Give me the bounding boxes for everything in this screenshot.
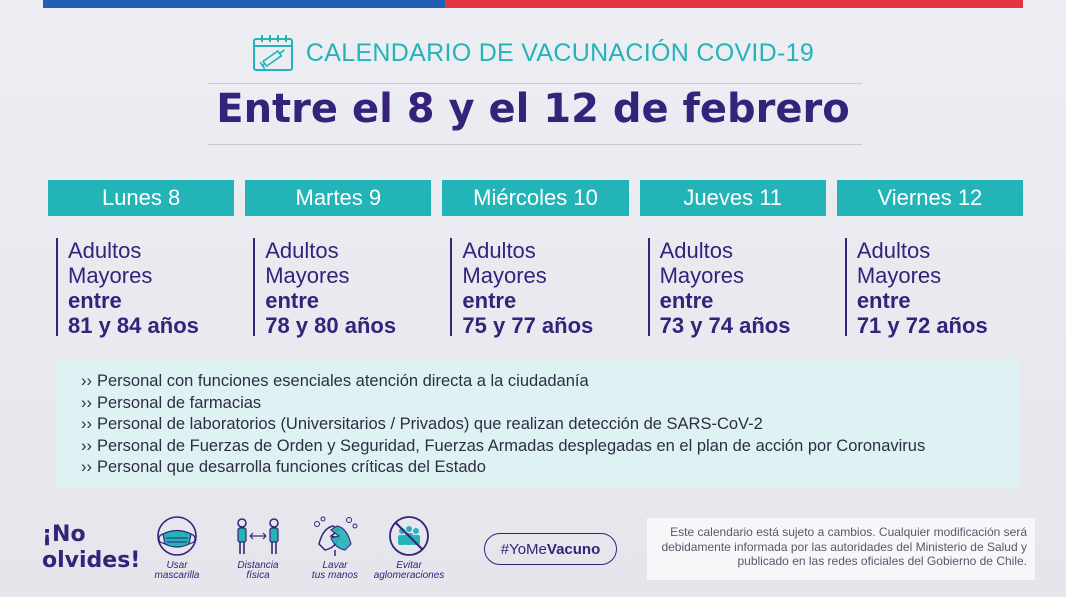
staff-item (81, 371, 1019, 393)
day-column-tuesday (245, 180, 431, 336)
day-group (648, 238, 826, 336)
group-line: Mayores (659, 263, 744, 288)
staff-item (81, 414, 1019, 436)
group-line: Mayores (68, 263, 153, 288)
day-column-friday (837, 180, 1023, 336)
flag-stripe-red (445, 0, 1023, 8)
date-range-heading: Entre el 8 y el 12 de febrero (216, 86, 850, 132)
group-line: entre (856, 288, 911, 313)
reminder-line: ¡No (42, 522, 86, 547)
group-line: Adultos (659, 238, 733, 263)
staff-item (81, 436, 1019, 458)
divider-bottom (208, 144, 862, 145)
day-column-monday (48, 180, 234, 336)
group-line: entre (659, 288, 714, 313)
group-line: entre (68, 288, 122, 313)
page-title: CALENDARIO DE VACUNACIÓN COVID-19 (305, 38, 815, 67)
hashtag-prefix: #YoMe (500, 540, 547, 558)
staff-item (81, 393, 1019, 415)
tip-label: Evitar aglomeraciones (373, 560, 445, 581)
staff-item-text: Personal de farmacias (97, 393, 262, 412)
day-group (845, 238, 1023, 336)
page-header (0, 34, 1066, 72)
group-line: entre (265, 288, 319, 313)
mask-icon (151, 514, 203, 558)
day-header: Miércoles 10 (442, 180, 628, 216)
bullet-icon: ›› (81, 436, 92, 455)
tip-label: Distancia física (237, 560, 279, 581)
group-line: entre (462, 288, 517, 313)
staff-list-box (57, 360, 1019, 487)
hashtag-suffix: Vacuno (546, 540, 601, 558)
staff-list (81, 371, 1019, 479)
bullet-icon: ›› (81, 415, 92, 434)
bullet-icon: ›› (81, 458, 92, 477)
day-column-thursday (640, 180, 826, 336)
group-line: Mayores (462, 263, 547, 288)
group-line: Mayores (856, 263, 942, 288)
calendar-syringe-icon (252, 34, 294, 72)
day-column-wednesday (442, 180, 628, 336)
bullet-icon: ›› (81, 393, 92, 412)
day-header: Lunes 8 (48, 180, 234, 216)
disclaimer-text: Este calendario está sujeto a cambios. Cualquier modificación será debidamente informada por las autoridades del Ministerio de Salud y publicado en las redes oficiales del Gobierno de Chile. (647, 518, 1035, 580)
age-range: 81 y 84 años (68, 313, 199, 338)
tip-no-crowds (369, 514, 449, 581)
reminder-line: olvides! (42, 548, 141, 573)
age-range: 73 y 74 años (659, 313, 791, 338)
divider-top (208, 83, 862, 84)
distance-icon (232, 514, 284, 558)
group-line: Adultos (68, 238, 142, 263)
day-header: Martes 9 (245, 180, 431, 216)
staff-item-text: Personal que desarrolla funciones críticas del Estado (97, 458, 486, 477)
day-header: Jueves 11 (640, 180, 826, 216)
staff-item (81, 457, 1019, 479)
bullet-icon: ›› (81, 372, 92, 390)
reminder-heading (42, 522, 140, 574)
day-group (56, 238, 234, 336)
tip-wash-hands (295, 514, 375, 581)
tip-label: Usar mascarilla (154, 560, 200, 581)
day-group (253, 238, 431, 336)
wash-hands-icon (309, 514, 361, 558)
group-line: Adultos (265, 238, 339, 263)
no-crowds-icon (383, 514, 435, 558)
flag-stripe-blue (43, 0, 445, 8)
group-line: Adultos (462, 238, 536, 263)
day-schedule (48, 180, 1023, 336)
day-header: Viernes 12 (837, 180, 1023, 216)
tip-mask (137, 514, 217, 581)
group-line: Adultos (856, 238, 931, 263)
group-line: Mayores (265, 263, 350, 288)
staff-item-text: Personal de laboratorios (Universitarios / Privados) que realizan detección de SARS-CoV-2 (97, 415, 763, 434)
age-range: 78 y 80 años (265, 313, 397, 338)
flag-stripe (43, 0, 1023, 8)
hashtag-badge (484, 533, 617, 565)
staff-item-text: Personal de Fuerzas de Orden y Seguridad, Fuerzas Armadas desplegadas en el plan de acción por Coronavirus (97, 436, 926, 455)
age-range: 75 y 77 años (462, 313, 594, 338)
tip-distance (218, 514, 298, 581)
age-range: 71 y 72 años (856, 313, 988, 338)
staff-item-text: Personal con funciones esenciales atención directa a la ciudadanía (97, 372, 589, 390)
day-group (450, 238, 628, 336)
tip-label: Lavar tus manos (311, 560, 359, 581)
footer (0, 510, 1066, 590)
